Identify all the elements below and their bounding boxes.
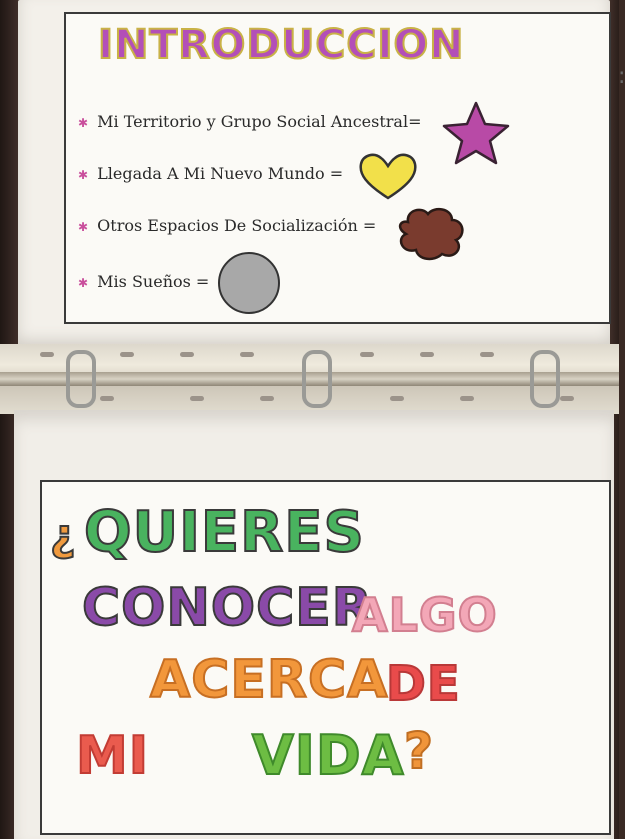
word-vida: VIDA [252,724,405,787]
punch-hole [190,396,204,401]
circle-icon [218,252,280,314]
binder-ring-right [530,350,560,408]
punch-hole [180,352,194,357]
list-item-territory [78,112,421,131]
punch-hole [100,396,114,401]
punch-hole [460,396,474,401]
list-item-label: Llegada A Mi Nuevo Mundo = [97,164,344,183]
list-item-label: Otros Espacios De Socialización = [97,216,377,235]
bullet-icon: ✱ [78,116,89,130]
punch-hole [360,352,374,357]
cloud-icon [394,204,468,260]
word-conocer: CONOCER [82,578,373,638]
punch-hole [120,352,134,357]
list-item-dreams [78,272,209,291]
question-open-mark: ¿ [50,510,77,561]
punch-hole [40,352,54,357]
binder-ring-left [66,350,96,408]
list-item-label: Mi Territorio y Grupo Social Ancestral= [97,112,422,131]
punch-hole [260,396,274,401]
introduction-title [98,22,625,89]
question-frame [40,480,611,835]
question-close-mark: ? [404,722,435,780]
bullet-icon: ✱ [78,276,89,290]
punch-hole [240,352,254,357]
bullet-icon: ✱ [78,168,89,182]
punch-hole [480,352,494,357]
punch-hole [420,352,434,357]
notebook-page-top [18,0,625,348]
list-item-new-world [78,164,343,183]
heart-icon [356,150,420,202]
word-algo: ALGO [352,588,498,642]
word-de: DE [386,656,461,712]
word-quieres: QUIERES [84,500,365,565]
binder-ring-center [302,350,332,408]
star-icon [440,100,512,166]
list-item-socialization [78,216,376,235]
title-text: INTRODUCCION [98,22,465,68]
title-colon: : [618,64,625,89]
punch-hole [560,396,574,401]
list-item-label: Mis Sueños = [97,272,210,291]
notebook-page-bottom [14,410,614,839]
punch-hole [390,396,404,401]
bullet-icon: ✱ [78,220,89,234]
introduction-frame [64,12,625,324]
word-mi: MI [76,726,150,786]
word-acerca: ACERCA [150,650,389,710]
binder-spine [0,344,619,414]
